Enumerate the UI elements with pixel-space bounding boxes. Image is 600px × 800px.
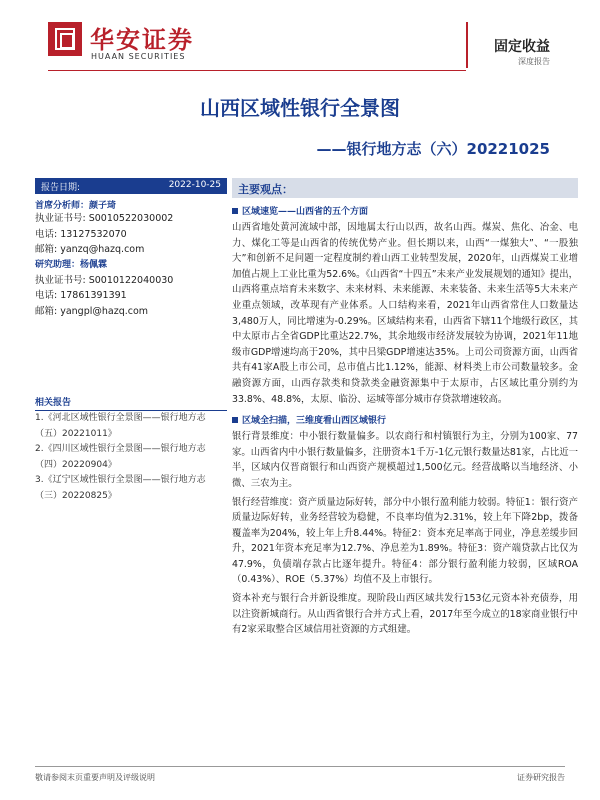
chief-email[interactable]: 邮箱: yanzq@hazq.com [35, 244, 145, 255]
date-label: 报告日期: [41, 183, 81, 193]
header-rule [48, 70, 466, 71]
sidebar [35, 178, 227, 504]
chief-analyst: 首席分析师：颜子琦 [35, 201, 117, 211]
main-content [232, 178, 578, 638]
footer-rule [35, 766, 565, 767]
page-title: 山西区域性银行全景图 [200, 96, 400, 120]
paragraph-capital-supplement: 资本补充与银行合并新设维度。现阶段山西区域共发行153亿元资本补充债券，用以注资新城商行。从山西省银行合并方式上看，2017年至今成立的18家商业银行中有2家采取整合区域信用社资源的方式组建。 [232, 593, 578, 636]
header-divider [466, 22, 468, 68]
assistant-phone: 电话: 17861391391 [35, 290, 127, 301]
report-date-bar [35, 178, 227, 194]
related-report-item[interactable]: 3.《辽宁区域性银行全景图——银行地方志（三）20220825》 [35, 475, 206, 501]
paragraph-bank-operations: 银行经营维度：资产质量边际好转，部分中小银行盈利能力较弱。特征1：银行资产质量边际好转，业务经营较为稳健，不良率均值为2.31%，较上年下降2bp，拨备覆盖率为204%，较上年上升8.44%。特征2：资本充足率高于同业，净息差缓步回升，2021年资本充足率为12.7%、净息差为1.89%。特征3：资产端贷款占比仅为47.9%，负债端存款占比逐年提升。特征4：部分银行盈利能力较弱，区域ROA（0.43%）、ROE（5.37%）均值不及上市银行。 [232, 496, 578, 586]
assistant-email[interactable]: 邮箱: yangpl@hazq.com [35, 305, 149, 317]
related-reports-heading: 相关报告 [35, 395, 227, 411]
footer-label: 证券研究报告 [517, 773, 565, 782]
footer-disclaimer[interactable]: 敬请参阅末页重要声明及评级说明 [35, 773, 155, 782]
report-type: 深度报告 [518, 57, 550, 66]
key-points-heading: 主要观点： [232, 178, 578, 198]
paragraph-bank-background: 银行背景维度：中小银行数量偏多。以农商行和村镇银行为主，分别为100家、77家。山西省内中小银行数量偏多，注册资本1千万-1亿元银行数量达81家，占比近一半，区域内仅晋商银行和山西资产规模超过1,500亿元。经营战略以当地经济、小微、三农为主。 [232, 431, 578, 489]
chief-phone: 电话: 13127532070 [35, 228, 127, 240]
logo-text: 华安证券 [90, 25, 194, 54]
date-value: 2022-10-25 [168, 180, 221, 190]
logo-subtitle: HUAAN SECURITIES [91, 52, 186, 61]
related-report-item[interactable]: 2.《四川区域性银行全景图——银行地方志（四）20220904》 [35, 444, 206, 470]
bullet-square-icon [232, 417, 238, 423]
report-header [0, 0, 600, 80]
report-category: 固定收益 [494, 39, 550, 55]
research-assistant: 研究助理：杨佩霖 [35, 259, 108, 270]
section-heading: 区域全扫描，三维度看山西区域银行 [232, 413, 578, 426]
related-report-item[interactable]: 1.《河北区域性银行全景图——银行地方志（五）20221011》 [35, 413, 206, 439]
logo-icon [48, 22, 82, 56]
chief-cert: 执业证书号: S0010522030002 [35, 213, 174, 224]
section-heading: 区域速览——山西省的五个方面 [232, 204, 578, 217]
page-subtitle: ——银行地方志（六）20221025 [316, 140, 550, 158]
bullet-square-icon [232, 208, 238, 214]
assistant-cert: 执业证书号: S0010122040030 [35, 274, 174, 286]
paragraph-overview: 山西省地处黄河流域中部，因地属太行山以西，故名山西。煤炭、焦化、冶金、电力、煤化工等是山西省的传统优势产业。但长期以来，山西“一煤独大”、“一股独大”和创新不足问题一定程度制约着山西工业转型发展，2020年，山西煤炭工业增加值占规上工业比重为52.6%。《山西省“十四五”未来产业发展规划的通知》提出，山西将重点培育未来数字、未来材料、未来能源、未来装备、未来生活等5大未来产业重点领域，改革现有产业体系。人口结构来看，2021年山西省常住人口数量达3,480万人，同比增速为-0.29%。区域结构来看，山西省下辖11个地级行政区，其中太原市占全省GDP比重达22.7%，其余地级市经济发展较为协调，2021年11地级市GDP增速均高于20%，其中吕梁GDP增速达35%。上司公司资源方面，山西省共有41家A股上市公司，总市值占比1.12%，能源、材料类上市公司数量较多。金融资源方面，山西存款类和贷款类金融资源集中于太原市，占区域比重分别约为33.8%、48.8%，太原、临汾、运城等部分城市存贷款增速较高。 [232, 222, 578, 405]
